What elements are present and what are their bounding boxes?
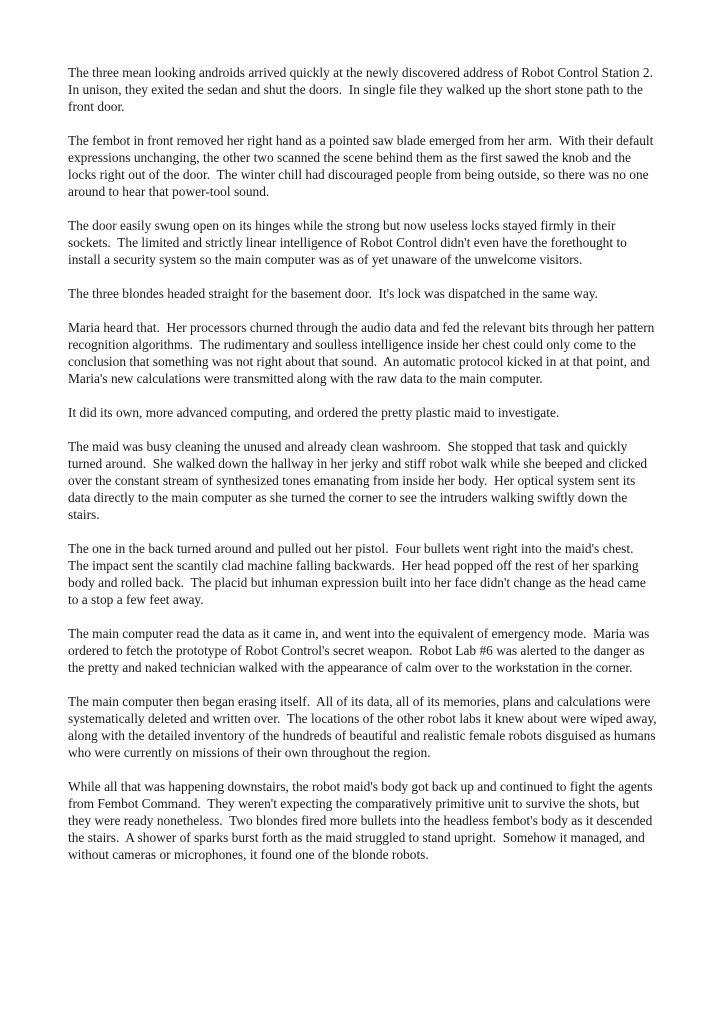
paragraph: While all that was happening downstairs, the robot maid's body got back up and continued to fight the agents from Fembot Command. They weren't expecting the comparatively primitive unit to survive the shots, but they were ready nonetheless. Two blondes fired more bullets into the headless fembot's body as it descended the stairs. A shower of sparks burst forth as the maid struggled to stand upright. Somehow it managed, and without cameras or microphones, it found one of the blonde robots.	[68, 779, 656, 862]
paragraph: The one in the back turned around and pulled out her pistol. Four bullets went right into the maid's chest. The impact sent the scantily clad machine falling backwards. Her head popped off the rest of her sparking body and rolled back. The placid but inhuman expression built into her face didn't change as the head came to a stop a few feet away.	[68, 541, 650, 607]
paragraph: The three mean looking androids arrived quickly at the newly discovered address of Robot Control Station 2. In unison, they exited the sedan and shut the doors. In single file they walked up the short stone path to the front door.	[68, 65, 660, 114]
paragraph: The door easily swung open on its hinges while the strong but now useless locks stayed firmly in their sockets. The limited and strictly linear intelligence of Robot Control didn't even have the forethought to install a security system so the main computer was as of yet unaware of the unwelcome visitors.	[68, 218, 631, 267]
paragraph: The maid was busy cleaning the unused and already clean washroom. She stopped that task and quickly turned around. She walked down the hallway in her jerky and stiff robot walk while she beeped and clicked over the constant stream of synthesized tones emanating from inside her body. Her optical system sent its data directly to the main computer as she turned the corner to see the intruders walking swiftly down the stairs.	[68, 439, 651, 522]
paragraph: The main computer then began erasing itself. All of its data, all of its memories, plans and calculations were systematically deleted and written over. The locations of the other robot labs it knew about were wiped away, along with the detailed inventory of the hundreds of beautiful and realistic female robots disguised as humans who were currently on missions of their own throughout the region.	[68, 694, 660, 760]
paragraph: It did its own, more advanced computing, and ordered the pretty plastic maid to investigate.	[68, 405, 560, 420]
paragraph: The main computer read the data as it came in, and went into the equivalent of emergency mode. Maria was ordered to fetch the prototype of Robot Control's secret weapon. Robot Lab #6 was alerted to the danger as the pretty and naked technician walked with the appearance of calm over to the workstation in the corner.	[68, 626, 653, 675]
paragraph: Maria heard that. Her processors churned through the audio data and fed the relevant bits through her pattern recognition algorithms. The rudimentary and soulless intelligence inside her chest could only come to the conclusion that something was not right about that sound. An automatic protocol kicked in at that point, and Maria's new calculations were transmitted along with the raw data to the main computer.	[68, 320, 658, 386]
paragraph: The three blondes headed straight for the basement door. It's lock was dispatched in the same way.	[68, 286, 598, 301]
paragraph: The fembot in front removed her right hand as a pointed saw blade emerged from her arm. With their default expressions unchanging, the other two scanned the scene behind them as the first sawed the knob and the locks right out of the door. The winter chill had discouraged people from being outside, so there was no one around to hear that power-tool sound.	[68, 133, 657, 199]
